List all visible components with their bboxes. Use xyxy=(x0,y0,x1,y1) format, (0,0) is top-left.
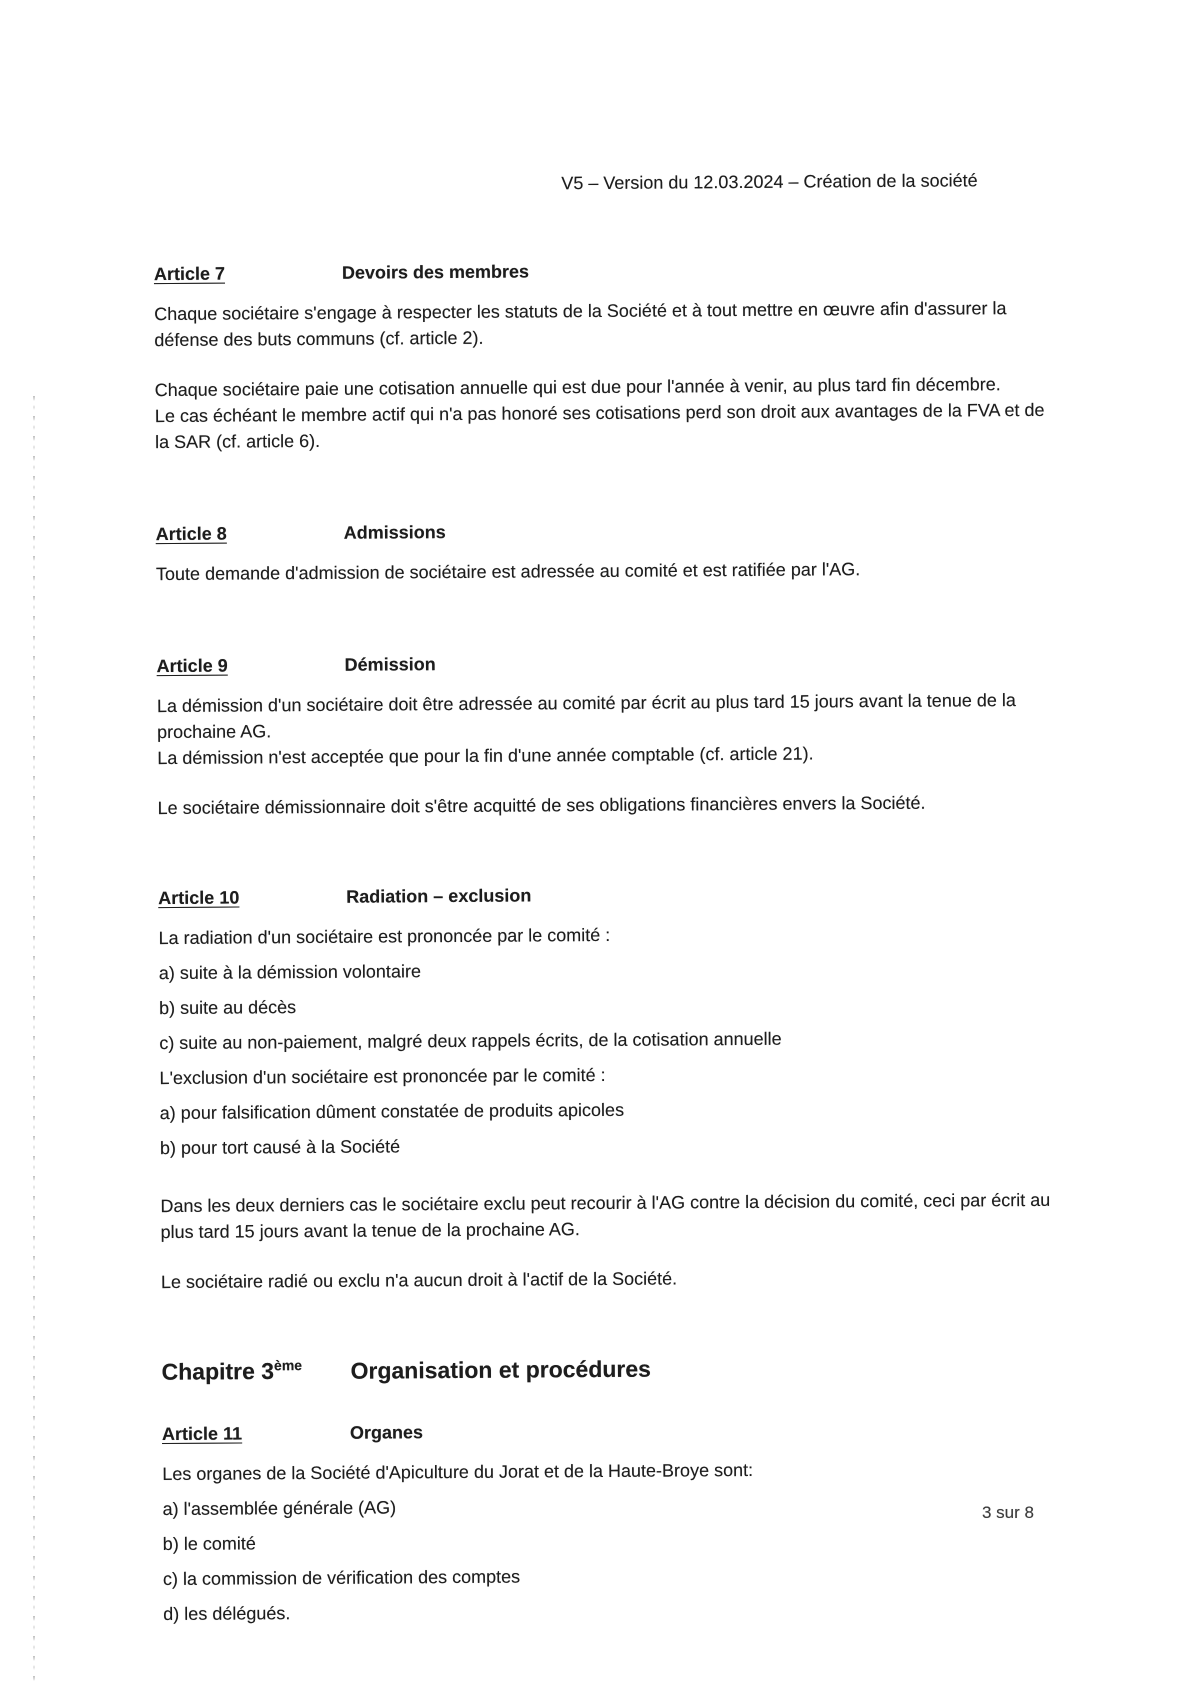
article-7-heading xyxy=(154,255,1045,287)
article-10-assets-paragraph: Le sociétaire radié ou exclu n'a aucun droit à l'actif de la Société. xyxy=(160,1268,678,1293)
article-9-label: Article 9 xyxy=(156,655,228,677)
article-11-organ-item: b) le comité xyxy=(162,1533,256,1554)
article-11-heading xyxy=(162,1414,1053,1446)
article-7-paragraph-2-line-1: Chaque sociétaire paie une cotisation annuelle qui est due pour l'année à venir, au plus tard fin décembre. xyxy=(154,374,1001,401)
article-9-heading xyxy=(157,647,1048,679)
article-11-organ-item: a) l'assemblée générale (AG) xyxy=(162,1497,397,1519)
article-8-label: Article 8 xyxy=(155,523,227,545)
article-7-paragraph-1: Chaque sociétaire s'engage à respecter les statuts de la Société et à tout mettre en œuvre afin d'assurer la défense des buts communs (cf. article 2). xyxy=(154,298,1007,351)
chapter-3-title: Organisation et procédures xyxy=(350,1355,652,1384)
article-9-paragraph-1-line-2: La démission n'est acceptée que pour la fin d'une année comptable (cf. article 21). xyxy=(157,743,814,769)
article-10-radiation-item: c) suite au non-paiement, malgré deux rappels écrits, de la cotisation annuelle xyxy=(159,1028,782,1054)
article-9-paragraph-2: Le sociétaire démissionnaire doit s'être acquitté de ses obligations financières envers la Société. xyxy=(157,792,926,819)
document-version-header: V5 – Version du 12.03.2024 – Création de la société xyxy=(561,170,978,194)
chapter-3-label-text: Chapitre 3 xyxy=(161,1357,275,1385)
article-10-heading xyxy=(158,879,1049,911)
chapter-3-ordinal-superscript: ème xyxy=(273,1357,303,1374)
article-10-label: Article 10 xyxy=(158,887,240,909)
chapter-3-label xyxy=(161,1350,350,1387)
article-10-exclusion-item: a) pour falsification dûment constatée de produits apicoles xyxy=(159,1099,625,1124)
article-10-radiation-item: a) suite à la démission volontaire xyxy=(158,961,421,984)
article-11-label: Article 11 xyxy=(161,1423,243,1444)
article-10-exclusion-item: b) pour tort causé à la Société xyxy=(159,1136,401,1159)
article-9-paragraph-1-line-1: La démission d'un sociétaire doit être adressée au comité par écrit au plus tard 15 jours avant la tenue de la prochaine AG. xyxy=(156,690,1016,743)
page-number: 3 sur 8 xyxy=(982,1503,1034,1522)
article-7-label: Article 7 xyxy=(153,263,226,285)
article-9-title: Démission xyxy=(344,654,436,675)
article-11-title: Organes xyxy=(349,1421,424,1443)
chapter-3-heading xyxy=(161,1345,1052,1387)
article-10-exclusion-intro: L'exclusion d'un sociétaire est prononcée par le comité : xyxy=(159,1064,606,1089)
article-11-organ-item: d) les délégués. xyxy=(163,1602,291,1624)
article-8-heading xyxy=(156,515,1047,547)
article-10-radiation-item: b) suite au décès xyxy=(158,997,297,1019)
article-7-paragraph-2-line-2: Le cas échéant le membre actif qui n'a pas honoré ses cotisations perd son droit aux avantages de la FVA et de la SAR (cf. article 6). xyxy=(154,399,1045,453)
article-10-title: Radiation – exclusion xyxy=(346,885,532,907)
article-7-title: Devoirs des membres xyxy=(341,261,530,283)
article-10-appeal-paragraph: Dans les deux derniers cas le sociétaire exclu peut recourir à l'AG contre la décision du comité, ceci par écrit au plus tard 15 jours avant la tenue de la prochaine AG. xyxy=(160,1189,1051,1243)
article-8-paragraph-1: Toute demande d'admission de sociétaire est adressée au comité et est ratifiée par l'AG. xyxy=(155,559,861,585)
article-11-organ-item: c) la commission de vérification des comptes xyxy=(162,1566,521,1589)
article-10-radiation-intro: La radiation d'un sociétaire est prononcée par le comité : xyxy=(158,924,611,949)
article-11-intro: Les organes de la Société d'Apiculture du Jorat et de la Haute-Broye sont: xyxy=(162,1459,754,1484)
article-8-title: Admissions xyxy=(343,522,446,543)
